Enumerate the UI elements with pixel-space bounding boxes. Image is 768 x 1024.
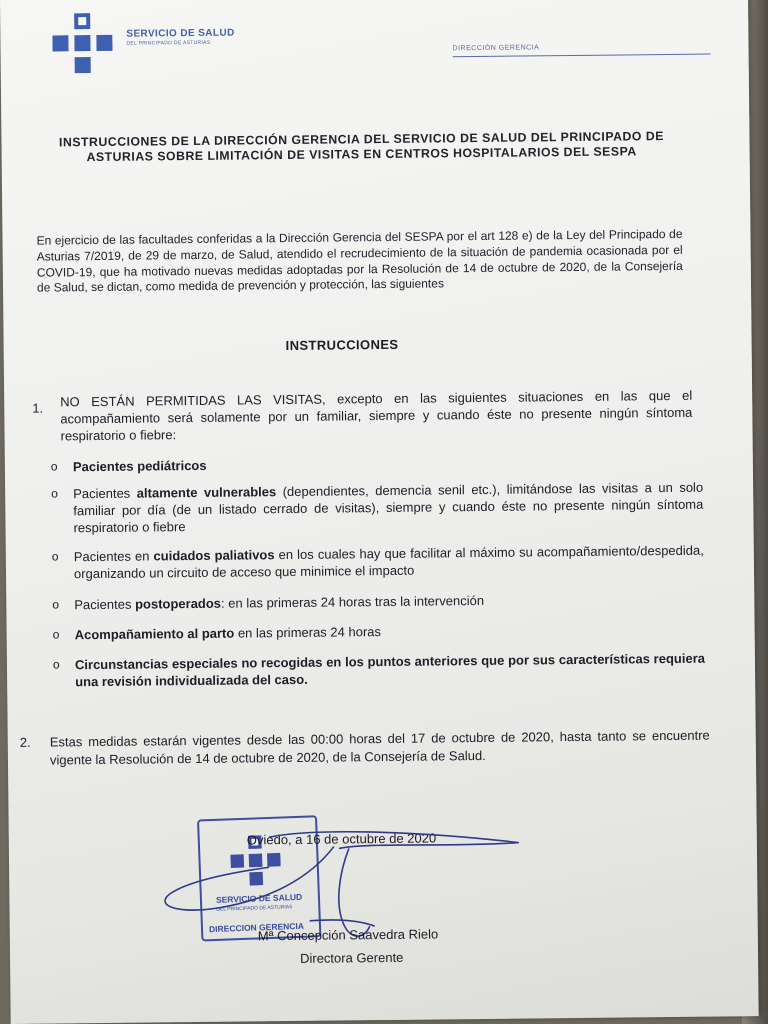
bullet-bold: Pacientes pediátricos	[72, 457, 207, 475]
instruction-item-1	[32, 387, 692, 445]
stamp-line-2: DEL PRINCIPADO DE ASTURIAS	[216, 904, 293, 913]
list-item	[51, 452, 703, 476]
item-text	[60, 387, 692, 445]
stamp-line-3: DIRECCION GERENCIA	[208, 920, 305, 935]
item-text: Estas medidas estarán vigentes desde las 00:00 horas del 17 de octubre de 2020, hasta tanto se encuentre vigente la Resolución de 14 de octubre de 2020, de la Consejería de Salud.	[49, 727, 710, 768]
bullet-bold: cuidados paliativos	[153, 547, 275, 564]
bullet-bold: Acompañamiento al parto	[74, 625, 235, 643]
bullet-marker: o	[51, 549, 59, 564]
org-subname: DEL PRINCIPADO DE ASTURIAS	[126, 39, 211, 47]
signer-role: Directora Gerente	[299, 949, 404, 966]
exception-list	[50, 452, 706, 690]
bullet-marker: o	[52, 657, 60, 672]
bullet-bold: postoperados	[134, 595, 222, 612]
stamp-line-1: SERVICIO DE SALUD	[215, 891, 303, 905]
instruction-item-2	[20, 727, 710, 770]
document-title: INSTRUCCIONES DE LA DIRECCIÓN GERENCIA DEL SERVICIO DE SALUD DEL PRINCIPADO DE ASTURIAS SOBRE LIMITACIÓN DE VISITAS EN CENTROS HOSPITALARIOS DEL SESPA	[58, 129, 665, 165]
bullet-marker: o	[52, 597, 60, 612]
bullet-bold: Circunstancias especiales no recogidas en los puntos anteriores que por sus características requiera una revisión individualizada del caso.	[74, 650, 706, 690]
place-date: Oviedo, a 16 de octubre de 2020	[246, 830, 437, 848]
signer-name: Mª Concepción Saavedra Rielo	[257, 926, 439, 944]
org-name-block	[126, 28, 234, 47]
item-lead: NO ESTÁN PERMITIDAS LAS VISITAS	[60, 391, 323, 410]
list-item: o Pacientes altamente vulnerables (dependientes, demencia senil etc.), limitándose las visitas a un solo familiar por día (de un listado cerrado de visitas), siempre y cuando éste no presente ningún síntoma respiratorio o fiebre	[51, 479, 704, 536]
intro-paragraph: En ejercicio de las facultades conferidas a la Dirección Gerencia del SESPA por el art 128 e) de la Ley del Principado de Asturias 7/2019, de 29 de marzo, de Salud, atendido el recrudecimiento de la situación de pandemia ocasionada por el COVID-19, que ha motivado nuevas medidas adoptadas por la Resolución de 14 de octubre de 2020, de la Consejería de Salud, se dictan, como medida de prevención y protección, las siguientes	[36, 226, 683, 296]
item-number: 2.	[19, 734, 31, 750]
bullet-bold: altamente vulnerables	[136, 484, 277, 501]
bullet-marker: o	[51, 486, 58, 501]
list-item: o Acompañamiento al parto en las primeras 24 horas	[52, 624, 382, 643]
department-header: DIRECCIÓN GERENCIA	[452, 43, 710, 58]
bullet-marker: o	[50, 459, 58, 474]
list-item	[53, 650, 705, 691]
section-heading: INSTRUCCIONES	[285, 336, 399, 354]
cross-squares-icon	[52, 13, 113, 74]
bullet-marker: o	[52, 627, 60, 642]
list-item: o Pacientes postoperados: en las primeras 24 horas tras la intervención	[52, 592, 485, 613]
list-item: o Pacientes en cuidados paliativos en los cuales hay que facilitar al máximo su acompañamiento/despedida, organizando un circuito de acceso que minimice el impacto	[51, 542, 704, 582]
org-name: SERVICIO DE SALUD	[126, 27, 235, 40]
item-number: 1.	[32, 400, 44, 416]
item-body: , excepto en las siguientes situaciones en las que el acompañamiento será solamente por un familiar, siempre y cuando éste no presente ningún síntoma respiratorio o fiebre:	[60, 387, 693, 444]
